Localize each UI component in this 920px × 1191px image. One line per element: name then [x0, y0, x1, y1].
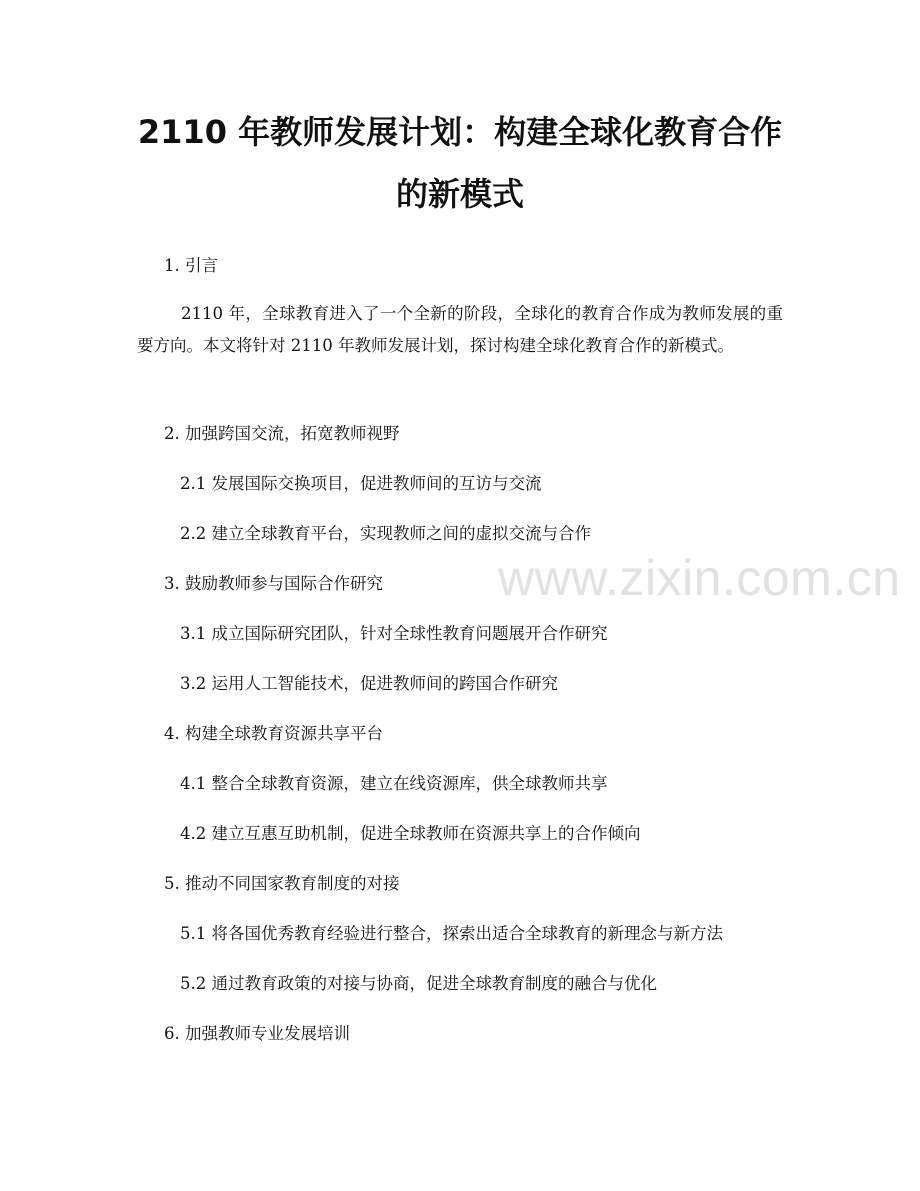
- section-heading-3: 3. 鼓励教师参与国际合作研究: [164, 574, 383, 593]
- section-heading-1: 1. 引言: [164, 256, 218, 275]
- section-item-4-2: 4.2 建立互惠互助机制，促进全球教师在资源共享上的合作倾向: [180, 824, 641, 843]
- watermark: www.zixin.com.cn: [498, 550, 901, 606]
- intro-paragraph: 2110 年，全球教育进入了一个全新的阶段，全球化的教育合作成为教师发展的重要方向。本文将针对 2110 年教师发展计划，探讨构建全球化教育合作的新模式。: [137, 304, 783, 355]
- section-heading-6: 6. 加强教师专业发展培训: [164, 1024, 350, 1043]
- section-item-5-2: 5.2 通过教育政策的对接与协商，促进全球教育制度的融合与优化: [180, 974, 657, 993]
- document-title-line-1: 2110 年教师发展计划：构建全球化教育合作: [137, 113, 783, 151]
- section-item-5-1: 5.1 将各国优秀教育经验进行整合，探索出适合全球教育的新理念与新方法: [180, 924, 723, 943]
- section-item-4-1: 4.1 整合全球教育资源，建立在线资源库，供全球教师共享: [180, 774, 608, 793]
- section-item-2-1: 2.1 发展国际交换项目，促进教师间的互访与交流: [180, 474, 542, 493]
- section-item-2-2: 2.2 建立全球教育平台，实现教师之间的虚拟交流与合作: [180, 524, 591, 543]
- section-item-3-1: 3.1 成立国际研究团队，针对全球性教育问题展开合作研究: [180, 624, 608, 643]
- section-heading-2: 2. 加强跨国交流，拓宽教师视野: [164, 424, 400, 443]
- document-title-line-2: 的新模式: [395, 175, 524, 213]
- section-heading-4: 4. 构建全球教育资源共享平台: [164, 724, 383, 743]
- section-item-3-2: 3.2 运用人工智能技术，促进教师间的跨国合作研究: [180, 674, 558, 693]
- section-heading-5: 5. 推动不同国家教育制度的对接: [164, 874, 400, 893]
